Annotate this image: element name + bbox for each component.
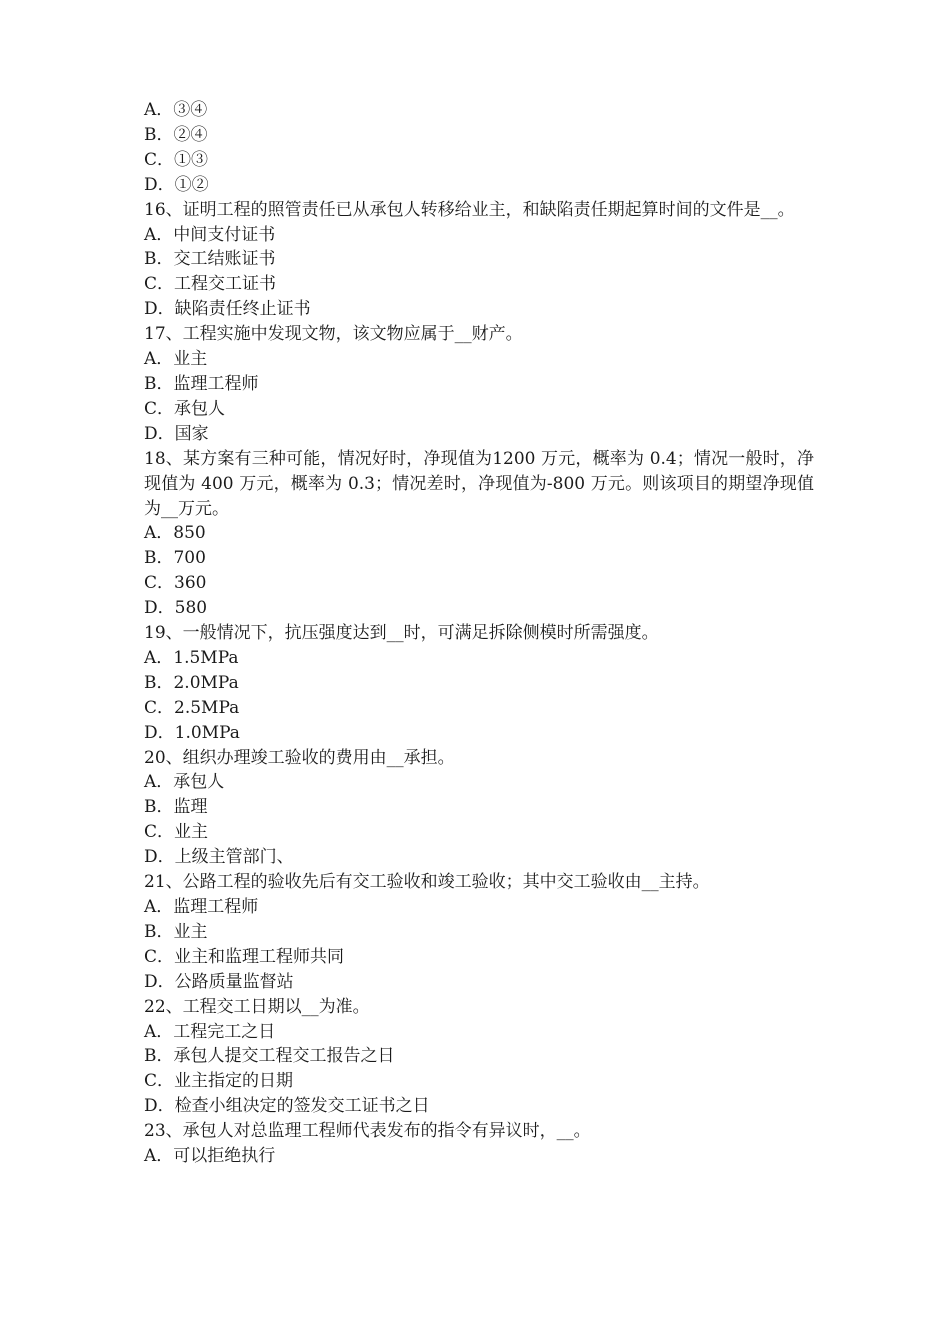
question-text: 20、组织办理竣工验收的费用由__承担。 (144, 747, 455, 768)
option-text: D．580 (144, 598, 208, 619)
question-text: 19、一般情况下，抗压强度达到__时，可满足拆除侧模时所需强度。 (144, 623, 659, 644)
option-text: D．上级主管部门、 (144, 847, 294, 868)
option-text: B．700 (144, 548, 206, 569)
option-text: C．工程交工证书 (144, 274, 277, 295)
option-text: A．1.5MPa (144, 647, 239, 668)
question-text: 23、承包人对总监理工程师代表发布的指令有异议时，__。 (144, 1121, 591, 1142)
option-text: C．①③ (144, 149, 209, 170)
option-text: A．可以拒绝执行 (144, 1146, 276, 1167)
option-text: A．850 (144, 523, 206, 544)
question-text: 21、公路工程的验收先后有交工验收和竣工验收；其中交工验收由__主持。 (144, 872, 710, 893)
option-text: D．公路质量监督站 (144, 971, 294, 992)
option-text: D．检查小组决定的签发交工证书之日 (144, 1096, 430, 1117)
option-text: D．缺陷责任终止证书 (144, 299, 311, 320)
option-text: B．2.0MPa (144, 672, 239, 693)
option-text: C．业主和监理工程师共同 (144, 946, 345, 967)
option-text: A．业主 (144, 349, 208, 370)
question-text: 17、工程实施中发现文物，该文物应属于__财产。 (144, 324, 523, 345)
option-text: B．交工结账证书 (144, 249, 276, 270)
option-text: C．业主指定的日期 (144, 1071, 294, 1092)
question-text: 22、工程交工日期以__为准。 (144, 996, 370, 1017)
option-text: A．工程完工之日 (144, 1021, 276, 1042)
question-text: 18、某方案有三种可能，情况好时，净现值为1200 万元，概率为 0.4；情况一般时，净现值为 400 万元，概率为 0.3；情况差时，净现值为-800 万元。则该项目的期望净现值为__万元。 (144, 448, 814, 519)
question-text: 16、证明工程的照管责任已从承包人转移给业主，和缺陷责任期起算时间的文件是__。 (144, 199, 795, 220)
option-text: C．业主 (144, 822, 209, 843)
option-text: C．2.5MPa (144, 697, 240, 718)
option-text: A．中间支付证书 (144, 224, 276, 245)
option-text: A．③④ (144, 100, 208, 120)
option-text: A．监理工程师 (144, 897, 259, 917)
option-text: D．①② (144, 174, 209, 195)
option-text: B．监理工程师 (144, 373, 259, 394)
option-text: A．承包人 (144, 772, 225, 793)
option-text: C．360 (144, 573, 207, 594)
option-text: B．业主 (144, 921, 208, 942)
option-text: D．国家 (144, 423, 209, 444)
option-text: C．承包人 (144, 398, 226, 419)
document-page (144, 98, 814, 1169)
option-text: B．监理 (144, 797, 208, 818)
option-text: B．②④ (144, 124, 208, 145)
option-text: B．承包人提交工程交工报告之日 (144, 1046, 395, 1067)
option-text: D．1.0MPa (144, 722, 240, 743)
